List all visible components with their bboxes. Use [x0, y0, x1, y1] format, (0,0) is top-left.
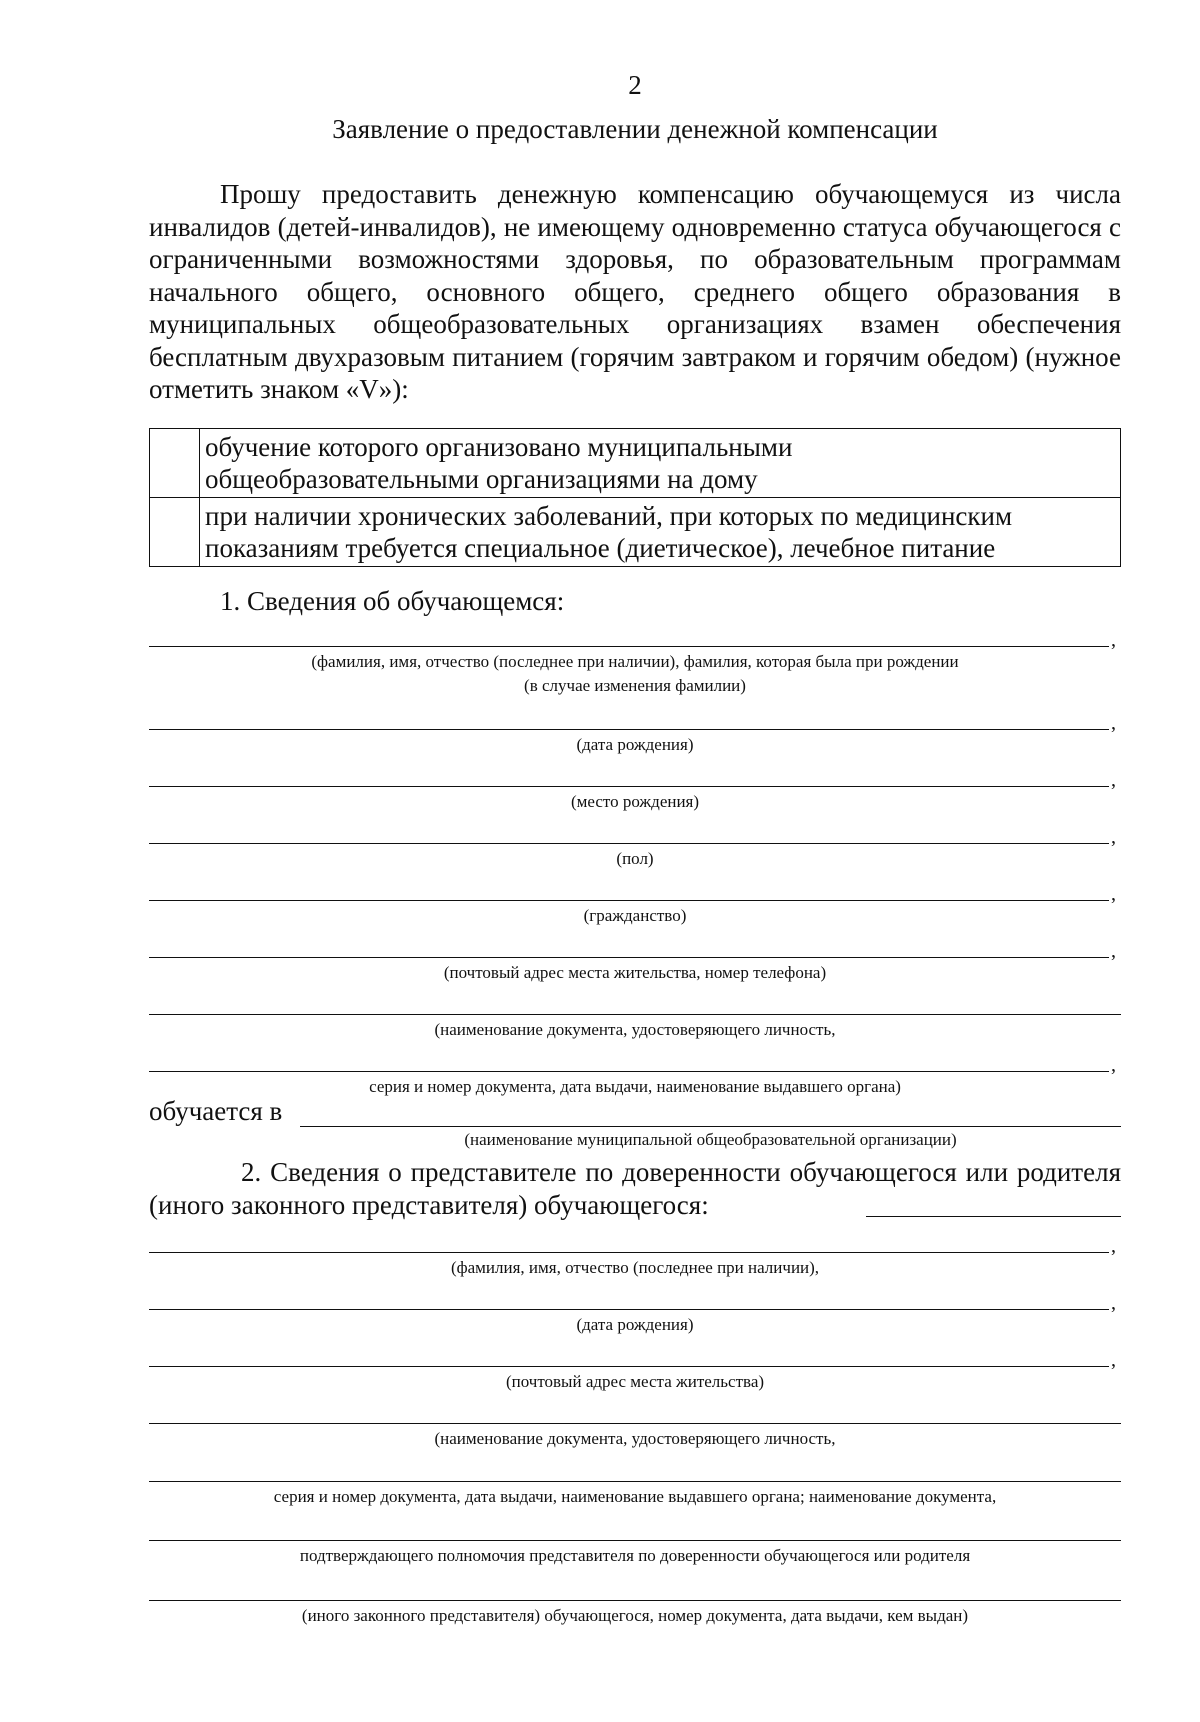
field-separator: ,: [1111, 940, 1116, 962]
field-caption: (дата рождения): [576, 735, 694, 754]
field-caption: (иного законного представителя) обучающегося, номер документа, дата выдачи, кем выдан): [301, 1606, 969, 1625]
field-caption: (место рождения): [570, 792, 700, 811]
student-gender-field[interactable]: [149, 843, 1109, 844]
field-caption: (почтовый адрес места жительства): [505, 1372, 765, 1391]
option-checkbox-home-schooling[interactable]: [150, 429, 200, 498]
options-table: [149, 428, 1121, 567]
field-caption: серия и номер документа, дата выдачи, наименование выдавшего органа): [369, 1077, 901, 1096]
option-line: общеобразовательными организациями на дому: [205, 464, 758, 494]
student-address-field[interactable]: [149, 957, 1109, 958]
field-separator: ,: [1111, 1235, 1116, 1257]
representative-id-details-field[interactable]: [149, 1481, 1121, 1482]
field-caption: (фамилия, имя, отчество (последнее при наличии),: [450, 1258, 820, 1277]
field-separator: ,: [1111, 629, 1116, 651]
option-row: [150, 429, 1121, 498]
student-birthdate-field[interactable]: [149, 729, 1109, 730]
student-id-document-field[interactable]: [149, 1014, 1121, 1015]
field-separator: ,: [1111, 1054, 1116, 1076]
option-checkbox-chronic-disease[interactable]: [150, 498, 200, 567]
option-row: [150, 498, 1121, 567]
field-caption: (наименование документа, удостоверяющего личность,: [434, 1429, 836, 1448]
representative-birthdate-field[interactable]: [149, 1309, 1109, 1310]
section1-heading: 1. Сведения об обучающемся:: [220, 586, 565, 616]
field-separator: ,: [1111, 883, 1116, 905]
page-number: 2: [628, 70, 642, 100]
field-caption: (гражданство): [583, 906, 687, 925]
school-name-field[interactable]: [300, 1126, 1121, 1127]
field-separator: ,: [1111, 712, 1116, 734]
representative-type-field[interactable]: [866, 1216, 1121, 1217]
field-separator: ,: [1111, 769, 1116, 791]
field-caption: серия и номер документа, дата выдачи, наименование выдавшего органа; наименование документа,: [273, 1487, 997, 1506]
section2-heading: 2. Сведения о представителе по доверенности обучающегося или родителя (иного законного представителя) обучающегося:: [149, 1157, 1121, 1220]
option-line: показаниям требуется специальное (диетическое), лечебное питание: [205, 533, 996, 563]
option-line: обучение которого организовано муниципальными: [205, 432, 793, 462]
student-citizenship-field[interactable]: [149, 900, 1109, 901]
representative-fullname-field[interactable]: [149, 1252, 1109, 1253]
student-id-details-field[interactable]: [149, 1071, 1109, 1072]
field-caption: (дата рождения): [576, 1315, 694, 1334]
representative-id-document-field[interactable]: [149, 1423, 1121, 1424]
option-text: [200, 498, 1121, 567]
student-birthplace-field[interactable]: [149, 786, 1109, 787]
document-title: Заявление о предоставлении денежной компенсации: [332, 114, 938, 144]
field-caption: подтверждающего полномочия представителя по доверенности обучающегося или родителя: [299, 1546, 971, 1565]
representative-authority-document-field[interactable]: [149, 1540, 1121, 1541]
field-separator: ,: [1111, 826, 1116, 848]
studies-at-label: обучается в: [149, 1096, 283, 1126]
field-caption: (в случае изменения фамилии): [524, 676, 746, 695]
field-caption: (пол): [616, 849, 654, 868]
field-caption: (наименование документа, удостоверяющего личность,: [434, 1020, 836, 1039]
field-caption: (фамилия, имя, отчество (последнее при наличии), фамилия, которая была при рождении: [311, 652, 959, 671]
field-caption: (наименование муниципальной общеобразовательной организации): [464, 1130, 957, 1149]
field-caption: (почтовый адрес места жительства, номер телефона): [443, 963, 827, 982]
field-separator: ,: [1111, 1349, 1116, 1371]
representative-authority-details-field[interactable]: [149, 1600, 1121, 1601]
field-separator: ,: [1111, 1292, 1116, 1314]
representative-address-field[interactable]: [149, 1366, 1109, 1367]
option-line: при наличии хронических заболеваний, при которых по медицинским: [205, 501, 1013, 531]
request-paragraph: Прошу предоставить денежную компенсацию обучающемуся из числа инвалидов (детей-инвалидов), не имеющему одновременно статуса обучающегося с ограниченными возможностями здоровья, по образовательным программам начального общего, основного общего, среднего общего образования в муниципальных общеобразовательных организациях взамен обеспечения бесплатным двухразовым питанием (горячим завтраком и горячим обедом) (нужное отметить знаком «V»):: [149, 179, 1121, 404]
option-text: [200, 429, 1121, 498]
student-fullname-field[interactable]: [149, 646, 1109, 647]
